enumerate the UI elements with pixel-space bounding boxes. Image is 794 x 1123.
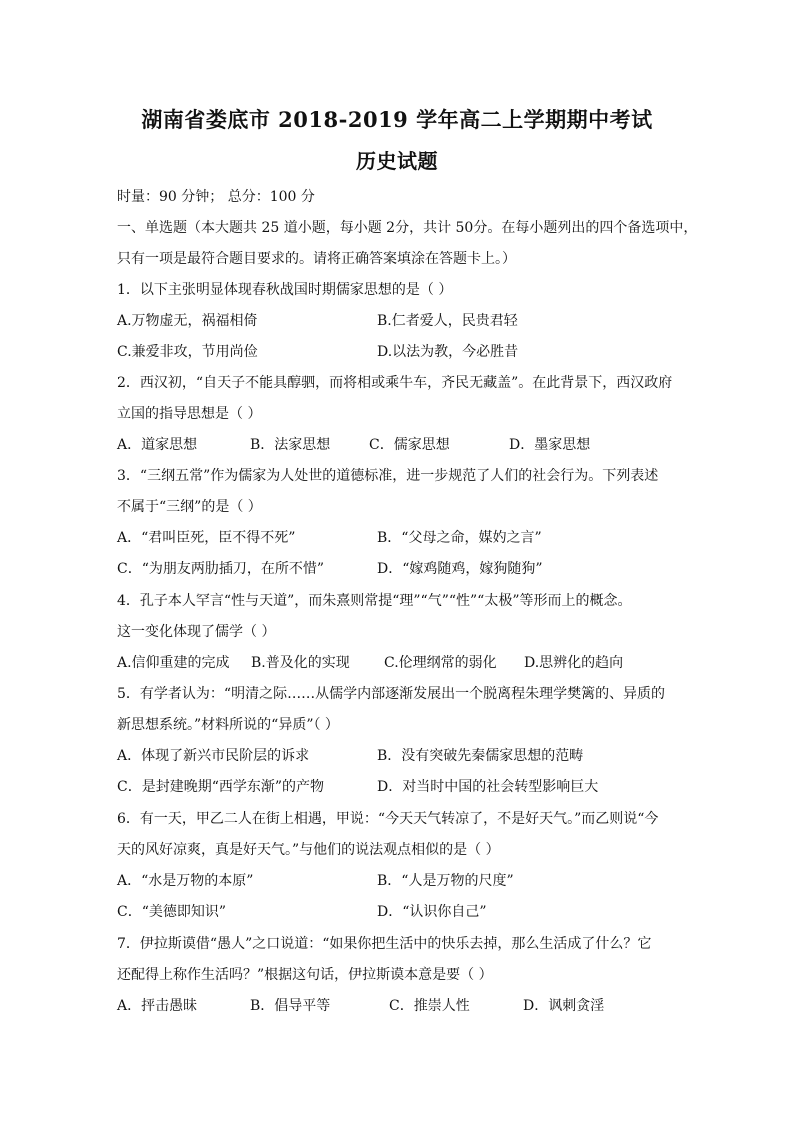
option-d: D.思辨化的趋向 — [524, 655, 624, 671]
question-4-stem-line-1: 4．孔子本人罕言“性与天道”，而朱熹则常提“理”“气”“性”“太极”等形而上的概念。 — [117, 593, 632, 609]
question-3-stem-line-1: 3．“三纲五常”作为儒家为人处世的道德标准，进一步规范了人们的社会行为。下列表述 — [117, 468, 659, 484]
question-3-options-row-2 — [117, 560, 677, 578]
question-6-options-row-1 — [117, 872, 677, 890]
option-b: B.仁者爱人，民贵君轻 — [377, 313, 518, 329]
option-a: A．抨击愚昧 — [117, 998, 198, 1014]
option-d: D．讽刺贪淫 — [523, 998, 605, 1014]
option-c: C．是封建晚期“西学东渐”的产物 — [117, 779, 325, 795]
option-b: B．法家思想 — [250, 437, 331, 453]
question-6-stem-line-1: 6．有一天，甲乙二人在街上相遇，甲说：“今天天气转凉了，不是好天气。”而乙则说“今 — [117, 811, 659, 827]
option-d: D．墨家思想 — [509, 437, 591, 453]
page-title: 湖南省娄底市 2018-2019 学年高二上学期期中考试 — [141, 107, 653, 132]
option-a: A.万物虚无，祸福相倚 — [117, 313, 258, 329]
question-5-options-row-2 — [117, 778, 677, 796]
option-d: D．对当时中国的社会转型影响巨大 — [377, 779, 599, 795]
option-b: B．“人是万物的尺度” — [377, 873, 514, 889]
question-1-options-row-1 — [117, 312, 677, 330]
question-7-stem-line-2: 还配得上称作生活吗？”根据这句话，伊拉斯谟本意是要（ ） — [117, 967, 493, 983]
question-4-stem-line-2: 这一变化体现了儒学（ ） — [117, 624, 276, 640]
option-b: B.普及化的实现 — [251, 655, 350, 671]
option-c: C.兼爱非攻，节用尚俭 — [117, 344, 258, 360]
option-c: C．“美德即知识” — [117, 904, 227, 920]
question-6-options-row-2 — [117, 903, 677, 921]
option-c: C.伦理纲常的弱化 — [384, 655, 497, 671]
page-subtitle: 历史试题 — [356, 149, 438, 173]
question-2-stem-line-1: 2．西汉初，“自天子不能具醇驷，而将相或乘牛车，齐民无藏盖”。在此背景下，西汉政府 — [117, 375, 673, 391]
question-2-stem-line-2: 立国的指导思想是（ ） — [117, 406, 262, 422]
option-d: D．“认识你自己” — [377, 904, 487, 920]
question-1-stem: 1．以下主张明显体现春秋战国时期儒家思想的是（ ） — [117, 282, 453, 298]
option-b: B．倡导平等 — [250, 998, 331, 1014]
question-4-options — [117, 654, 677, 672]
question-7-options — [117, 997, 677, 1015]
option-b: B．“父母之命，媒妁之言” — [377, 530, 542, 546]
question-5-options-row-1 — [117, 747, 677, 765]
question-5-stem-line-1: 5．有学者认为：“明清之际……从儒学内部逐渐发展出一个脱离程朱理学樊篱的、异质的 — [117, 686, 666, 702]
option-a: A．道家思想 — [117, 437, 198, 453]
option-a: A．体现了新兴市民阶层的诉求 — [117, 748, 310, 764]
question-2-options — [117, 436, 677, 454]
question-3-options-row-1 — [117, 529, 677, 547]
option-c: C．“为朋友两肋插刀，在所不惜” — [117, 561, 325, 577]
question-5-stem-line-2: 新思想系统。”材料所说的“异质”（ ） — [117, 717, 339, 733]
question-3-stem-line-2: 不属于“三纲”的是（ ） — [117, 499, 262, 515]
exam-meta: 时量：90 分钟； 总分：100 分 — [117, 189, 315, 205]
section-intro-line-1: 一、单选题（本大题共 25 道小题，每小题 2分，共计 50分。在每小题列出的四个备选项中， — [117, 220, 698, 236]
option-a: A．“水是万物的本原” — [117, 873, 254, 889]
option-a: A．“君叫臣死，臣不得不死” — [117, 530, 296, 546]
question-6-stem-line-2: 天的风好凉爽，真是好天气。”与他们的说法观点相似的是（ ） — [117, 842, 500, 858]
option-b: B．没有突破先秦儒家思想的范畴 — [377, 748, 584, 764]
section-intro-line-2: 只有一项是最符合题目要求的。请将正确答案填涂在答题卡上。） — [117, 251, 516, 267]
question-7-stem-line-1: 7．伊拉斯谟借“愚人”之口说道：“如果你把生活中的快乐去掉，那么生活成了什么？它 — [117, 936, 652, 952]
option-a: A.信仰重建的完成 — [117, 655, 230, 671]
question-1-options-row-2 — [117, 343, 677, 361]
option-d: D．“嫁鸡随鸡，嫁狗随狗” — [377, 561, 543, 577]
option-c: C．儒家思想 — [369, 437, 450, 453]
option-c: C．推崇人性 — [389, 998, 470, 1014]
option-d: D.以法为教，今必胜昔 — [377, 344, 519, 360]
